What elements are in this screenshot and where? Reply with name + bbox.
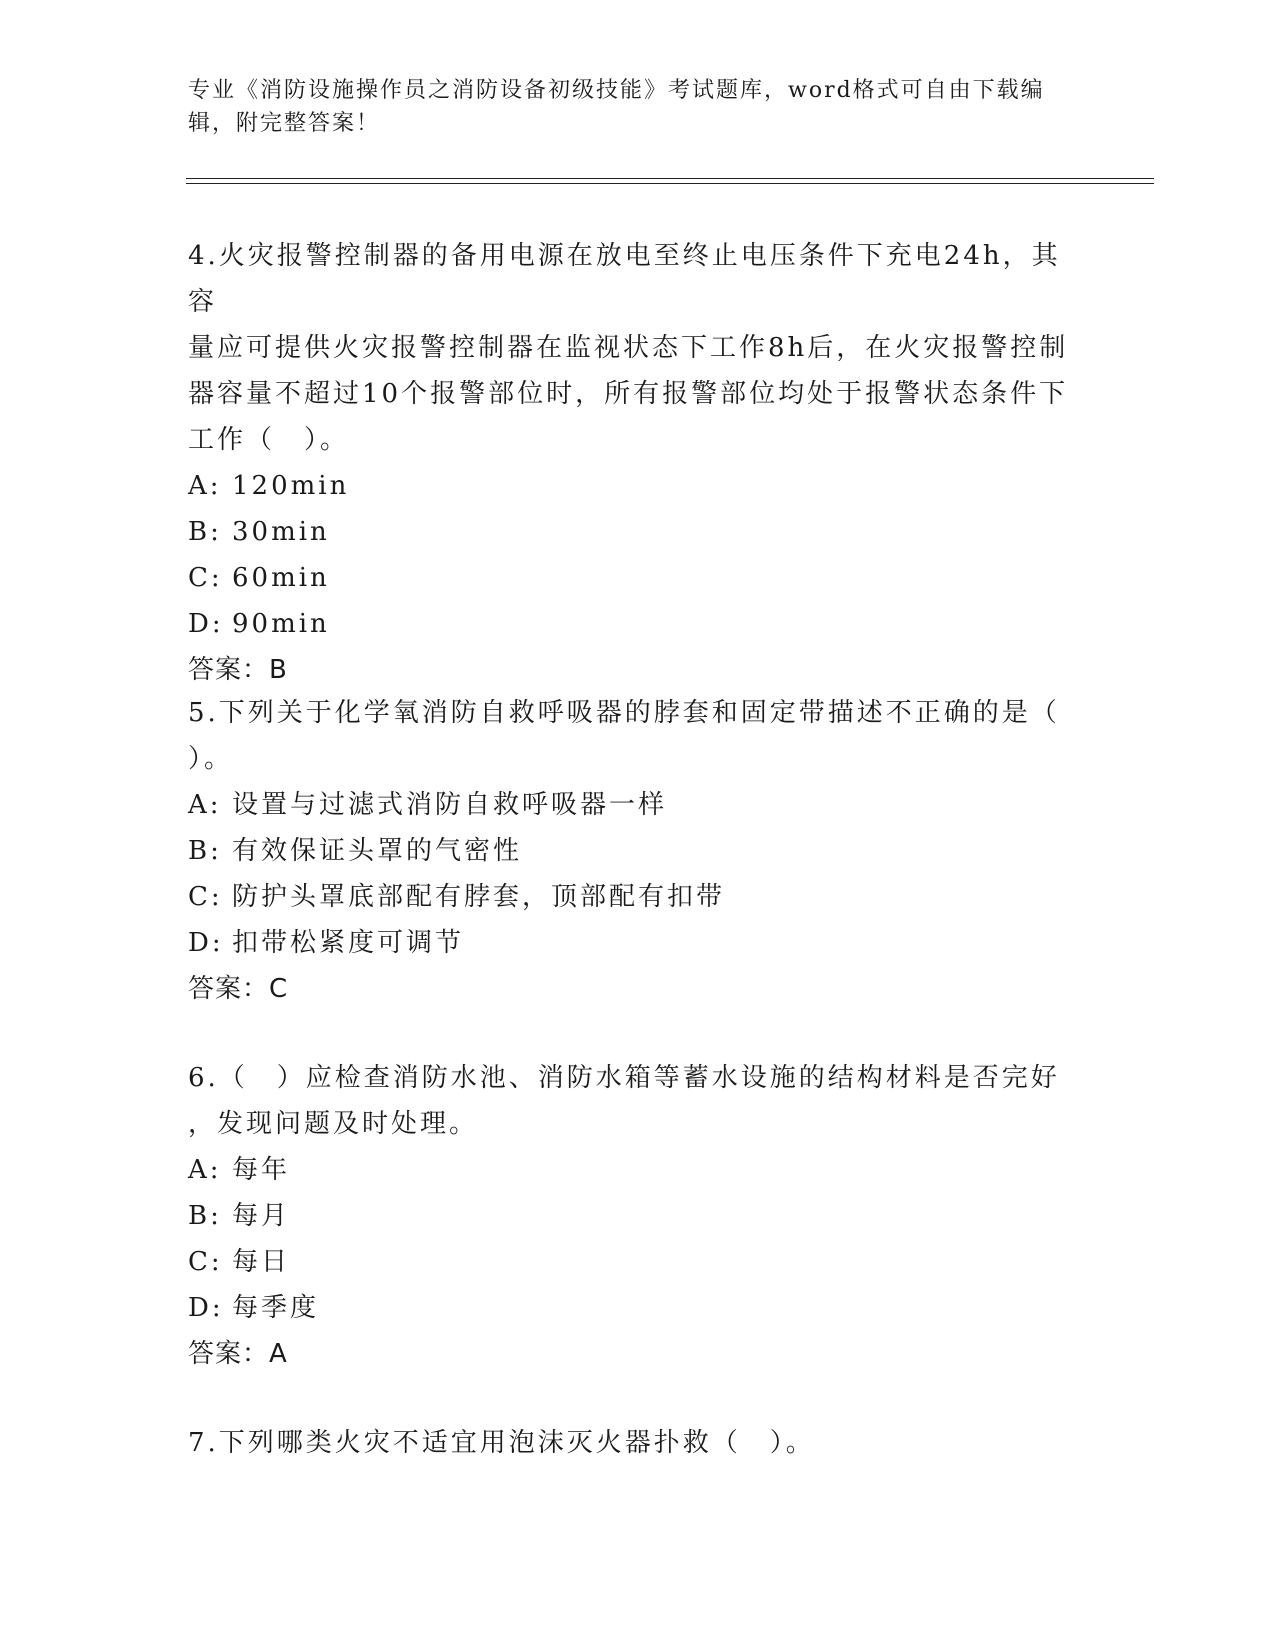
option-b [188,828,1088,874]
option-a [188,782,1088,828]
option-label: D: [188,1293,224,1323]
option-text: 有效保证头罩的气密性 [232,836,523,866]
header-line-1: 专业《消防设施操作员之消防设备初级技能》考试题库，word格式可自由下载编 [188,78,1045,103]
answer-line: 答案：C [188,974,289,1004]
option-c [188,874,1088,920]
option-label: C: [188,1247,223,1277]
question-stem-line: 器容量不超过10个报警部位时，所有报警部位均处于报警状态条件下 [188,379,1069,409]
header-line-2: 辑，附完整答案！ [188,111,381,136]
header-divider-bottom [186,183,1154,184]
option-text: 30min [232,517,330,547]
option-label: A: [188,471,222,501]
option-b [188,1193,1088,1239]
option-text: 每日 [232,1247,291,1277]
option-text: 每季度 [232,1293,320,1323]
option-text: 60min [232,563,330,593]
document-header [188,74,1078,140]
question-stem-line: 4.火灾报警控制器的备用电源在放电至终止电压条件下充电24h，其容 [188,241,1061,317]
question-stem-line: 量应可提供火灾报警控制器在监视状态下工作8h后，在火灾报警控制 [188,333,1069,363]
option-d [188,601,1088,647]
option-label: A: [188,1155,222,1185]
option-a [188,1147,1088,1193]
option-text: 防护头罩底部配有脖套，顶部配有扣带 [232,882,726,912]
option-label: D: [188,609,224,639]
question-5 [188,690,1088,1012]
option-label: B: [188,517,222,547]
option-label: B: [188,1201,222,1231]
question-stem-line: ）。 [188,744,234,774]
option-label: D: [188,928,224,958]
question-7 [188,1420,1088,1466]
answer-line: 答案：B [188,655,288,685]
option-b [188,509,1088,555]
option-d [188,1285,1088,1331]
answer-line: 答案：A [188,1339,288,1369]
option-text: 90min [232,609,330,639]
option-text: 设置与过滤式消防自救呼吸器一样 [232,790,668,820]
option-d [188,920,1088,966]
option-label: C: [188,563,223,593]
option-text: 120min [232,471,350,501]
option-text: 每年 [232,1155,291,1185]
option-c [188,1239,1088,1285]
option-c [188,555,1088,601]
question-stem-line: 工作（ ）。 [188,425,350,455]
question-stem-line: ，发现问题及时处理。 [188,1109,479,1139]
option-text: 每月 [232,1201,291,1231]
option-label: B: [188,836,222,866]
option-text: 扣带松紧度可调节 [232,928,465,958]
header-divider-top [186,178,1154,179]
question-stem-line: 6.（ ）应检查消防水池、消防水箱等蓄水设施的结构材料是否完好 [188,1063,1060,1093]
option-label: C: [188,882,223,912]
option-a [188,463,1088,509]
option-label: A: [188,790,222,820]
question-stem-line: 5.下列关于化学氧消防自救呼吸器的脖套和固定带描述不正确的是（ [188,698,1060,728]
question-6 [188,1055,1088,1377]
question-stem-line: 7.下列哪类火灾不适宜用泡沫灭火器扑救（ ）。 [188,1428,815,1458]
question-4 [188,233,1088,693]
